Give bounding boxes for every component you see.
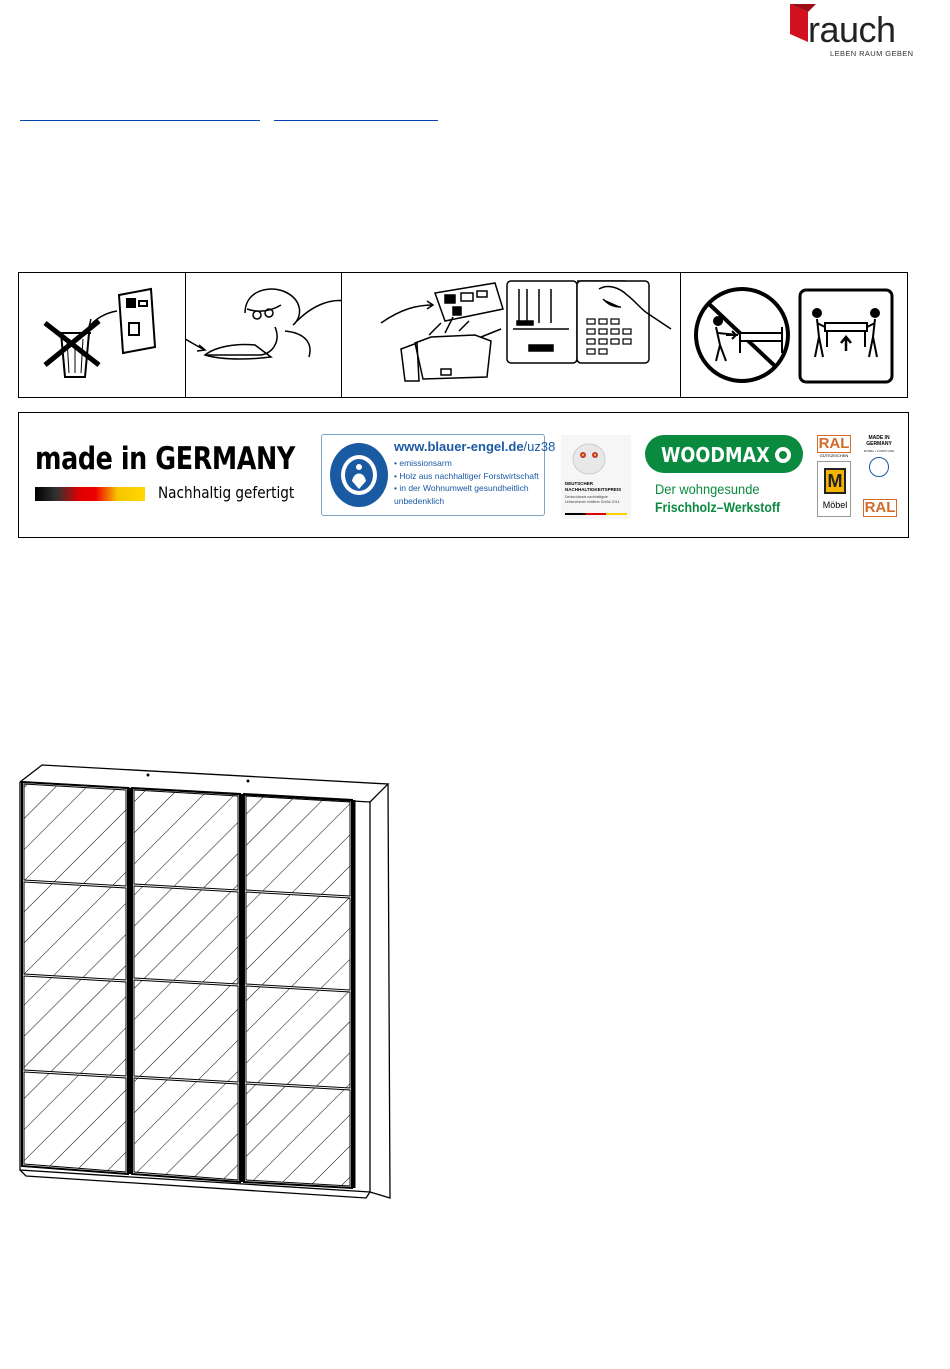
- document-link-2[interactable]: [274, 106, 438, 121]
- mig-sub: MÖBEL • FURNITURE: [863, 449, 895, 453]
- goldenes-m-letter: M: [824, 468, 846, 494]
- logo-brand: rauch: [808, 9, 896, 50]
- ral-label: RAL: [818, 435, 850, 452]
- logo-tagline: LEBEN RAUM GEBEN: [830, 49, 914, 58]
- blauer-engel-label: [321, 434, 556, 516]
- woodmax-line2: Frischholz–Werkstoff: [655, 499, 781, 515]
- award-sphere-icon: [569, 441, 609, 477]
- instruction-pictogram-strip: [18, 272, 908, 398]
- list-item: • in der Wohnumwelt gesundheitlich unbedenklich: [394, 482, 544, 507]
- woodmax-badge: [645, 435, 805, 519]
- rauch-logo: [786, 2, 914, 60]
- lift-together-icon: [797, 287, 895, 385]
- no-trash-icon: [19, 273, 185, 397]
- blauer-engel-bullets: [394, 457, 544, 507]
- nachhaltigkeitspreis-badge: [561, 435, 631, 519]
- blauer-engel-url-main: www.blauer-engel.de: [394, 439, 524, 454]
- woodmax-line1: Der wohngesunde: [655, 481, 760, 497]
- mig-seal-icon: [869, 457, 889, 477]
- ral-guetezeichen: GÜTEZEICHEN: [819, 453, 849, 458]
- flag-stripe: [565, 513, 627, 515]
- nachhaltigkeitspreis-small: Deutschlands nachhaltigste Unternehmen mittlerer Größe 2014: [565, 495, 620, 504]
- certification-banner: [18, 412, 909, 538]
- woodmax-name: WOODMAX: [661, 443, 770, 467]
- made-in-germany-seal: [862, 435, 896, 493]
- list-item: • Holz aus nachhaltiger Forstwirtschaft: [394, 470, 544, 483]
- made-in-germany-subtitle: Nachhaltig gefertigt: [158, 483, 295, 502]
- nachhaltigkeitspreis-title: DEUTSCHER NACHHALTIGKEITSPREIS: [565, 481, 622, 492]
- list-item: • emissionsarm: [394, 457, 544, 470]
- mig-title: MADE IN GERMANY: [866, 435, 892, 447]
- ral-label-2: RAL: [864, 499, 896, 516]
- german-flag-bar: [35, 487, 145, 501]
- blauer-engel-url: [394, 439, 555, 454]
- blauer-engel-seal-icon: [328, 441, 390, 509]
- moebel-label: Möbel: [822, 500, 848, 510]
- goldenes-m-badge: [817, 461, 851, 517]
- woodmax-dot-icon: [773, 445, 793, 465]
- made-in-germany-title: made in GERMANY: [35, 441, 295, 477]
- file-manual-icon: [341, 273, 680, 397]
- document-link-1[interactable]: [20, 106, 260, 121]
- read-manual-icon: [185, 273, 341, 397]
- blauer-engel-url-suffix: /uz38: [523, 439, 556, 454]
- wardrobe-illustration: [18, 762, 394, 1200]
